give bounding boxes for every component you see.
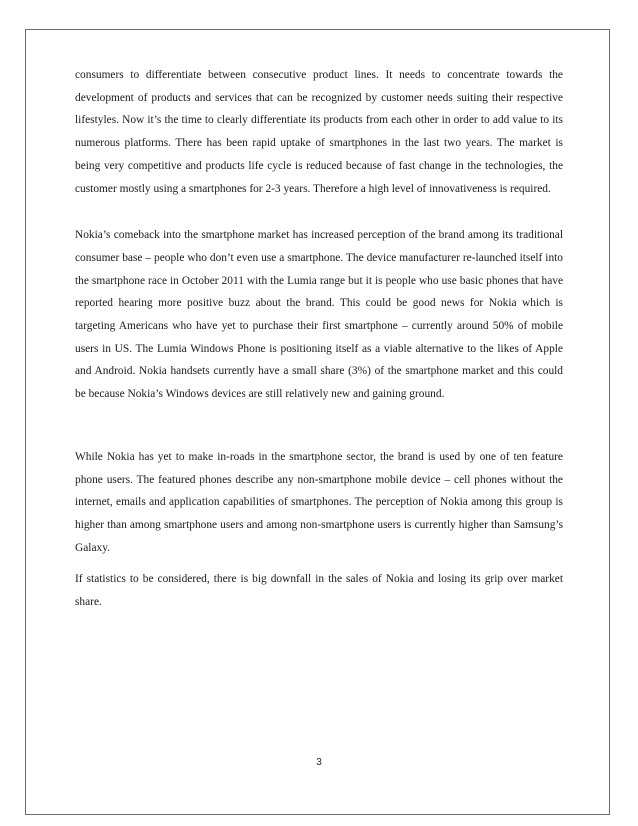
page-number: 3 (316, 757, 322, 768)
paragraph-differentiation: consumers to differentiate between consecutive product lines. It needs to concentrate towards the development of products and services that can be recognized by customer needs suiting their respective lifestyles. Now it’s the time to clearly differentiate its products from each other in order to add value to its numerous platforms. There has been rapid uptake of smartphones in the last two years. The market is being very competitive and products life cycle is reduced because of fast change in the technologies, the customer mostly using a smartphones for 2-3 years. Therefore a high level of innovativeness is required. (75, 69, 563, 195)
document-body (75, 64, 563, 614)
paragraph-statistics: If statistics to be considered, there is big downfall in the sales of Nokia and losing its grip over market share. (75, 573, 563, 609)
paragraph-nokia-comeback: Nokia’s comeback into the smartphone market has increased perception of the brand among its traditional consumer base – people who don’t even use a smartphone. The device manufacturer re-launched itself into the smartphone race in October 2011 with the Lumia range but it is people who use basic phones that have reported hearing more positive buzz about the brand. This could be good news for Nokia which is targeting Americans who have yet to purchase their first smartphone – currently around 50% of mobile users in US. The Lumia Windows Phone is positioning itself as a viable alternative to the likes of Apple and Android. Nokia handsets currently have a small share (3%) of the smartphone market and this could be because Nokia’s Windows devices are still relatively new and gaining ground. (75, 229, 563, 401)
paragraph-feature-phones: While Nokia has yet to make in-roads in the smartphone sector, the brand is used by one of ten feature phone users. The featured phones describe any non-smartphone mobile device – cell phones without the internet, emails and application capabilities of smartphones. The perception of Nokia among this group is higher than among smartphone users and among non-smartphone users is currently higher than Samsung’s Galaxy. (75, 450, 563, 554)
